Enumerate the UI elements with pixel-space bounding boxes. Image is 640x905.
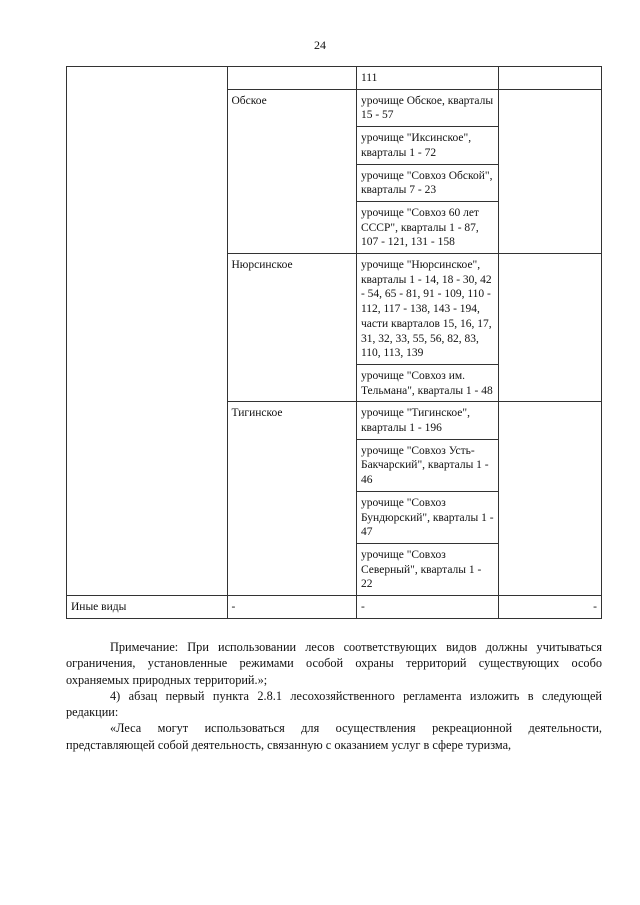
tract-cell: урочище "Совхоз 60 лет СССР", кварталы 1 - 87, 107 - 121, 131 - 158	[356, 201, 498, 253]
table-row-other	[67, 596, 602, 619]
table-row	[67, 67, 602, 90]
tract-cell: урочище "Совхоз Усть-Бакчарский", кварталы 1 - 46	[356, 439, 498, 491]
other-c3: -	[356, 596, 498, 619]
note-paragraph: Примечание: При использовании лесов соответствующих видов должны учитываться ограничения, установленные режимами особой охраны территорий существующих особо охраняемых природных территорий.»;	[66, 640, 602, 687]
amendment-paragraph: 4) абзац первый пункта 2.8.1 лесохозяйственного регламента изложить в следующей редакции:	[66, 688, 602, 720]
tract-cell: урочище "Нюрсинское", кварталы 1 - 14, 18 - 30, 42 - 54, 65 - 81, 91 - 109, 110 - 112, 117 - 138, 143 - 194, части кварталов 15, 16, 17, 31, 32, 33, 55, 56, 82, 83, 110, 113, 139	[356, 254, 498, 365]
other-c2: -	[227, 596, 356, 619]
extra-cell	[499, 402, 602, 596]
extra-cell	[499, 67, 602, 90]
other-types-label: Иные виды	[67, 596, 228, 619]
forestry-name-cell: Обское	[227, 89, 356, 253]
tract-cell: 111	[356, 67, 498, 90]
tract-cell: урочище "Совхоз Бундюрский", кварталы 1 - 47	[356, 491, 498, 543]
other-c4: -	[499, 596, 602, 619]
forestry-name-cell: Нюрсинское	[227, 254, 356, 402]
forestry-name-cell: Тигинское	[227, 402, 356, 596]
forest-table-body	[67, 67, 602, 619]
tract-cell: урочище "Совхоз Обской", кварталы 7 - 23	[356, 164, 498, 201]
forestry-name-cell	[227, 67, 356, 90]
category-cell	[67, 67, 228, 596]
quote-paragraph: «Леса могут использоваться для осуществления рекреационной деятельности, представляющей собой деятельность, связанную с оказанием услуг в сфере туризма,	[66, 721, 602, 752]
note-block	[66, 639, 602, 753]
extra-cell	[499, 89, 602, 253]
page-number: 24	[314, 38, 326, 52]
tract-cell: урочище "Иксинское", кварталы 1 - 72	[356, 127, 498, 164]
tract-cell: урочище "Совхоз Северный", кварталы 1 - 22	[356, 543, 498, 595]
tract-cell: урочище Обское, кварталы 15 - 57	[356, 89, 498, 126]
extra-cell	[499, 254, 602, 402]
tract-cell: урочище "Совхоз им. Тельмана", кварталы 1 - 48	[356, 364, 498, 401]
forest-table	[66, 66, 602, 619]
tract-cell: урочище "Тигинское", кварталы 1 - 196	[356, 402, 498, 439]
